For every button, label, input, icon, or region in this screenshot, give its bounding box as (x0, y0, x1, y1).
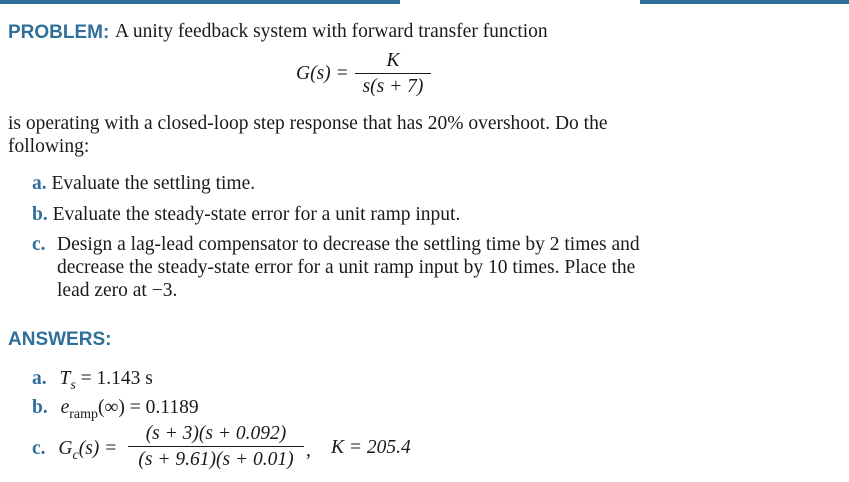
problem-intro: A unity feedback system with forward transfer function (115, 21, 548, 42)
compensator-fraction (128, 423, 304, 471)
item-c-marker: c. (32, 234, 46, 255)
plant-lhs: G(s) = (296, 63, 349, 84)
item-c-line1: Design a lag-lead compensator to decrease the settling time by 2 times and (57, 234, 640, 255)
answer-c-arg: (s) = (78, 438, 118, 459)
problem-heading: PROBLEM: (8, 22, 110, 43)
item-a-text: Evaluate the settling time. (51, 173, 256, 194)
compensator-fraction-bar (128, 446, 304, 447)
answer-c-separator: , (306, 440, 311, 461)
answer-b-marker: b. (32, 397, 48, 418)
plant-fraction (355, 50, 431, 98)
plant-numerator: K (386, 50, 400, 71)
answer-a-marker: a. (32, 368, 47, 389)
answer-a (32, 367, 153, 397)
plant-denominator: s(s + 7) (362, 76, 424, 97)
item-c-line3: lead zero at −3. (57, 280, 178, 301)
answer-c-marker: c. (32, 438, 46, 459)
item-b (32, 203, 460, 226)
answer-b-value: (∞) = 0.1189 (98, 397, 199, 418)
problem-statement-line2: following: (8, 136, 90, 157)
problem-statement-line1: is operating with a closed-loop step response that has 20% overshoot. Do the (8, 113, 608, 134)
answer-c-symbol: G (58, 438, 73, 459)
compensator-denominator: (s + 9.61)(s + 0.01) (138, 449, 294, 470)
answer-c-left (32, 437, 117, 467)
top-rule-left (0, 0, 400, 4)
answer-c-subscript: c (72, 448, 79, 463)
answer-b (32, 396, 199, 426)
answers-heading: ANSWERS: (8, 329, 112, 350)
plant-fraction-bar (355, 73, 431, 74)
item-c-marker-row (32, 233, 46, 256)
answer-a-subscript: s (70, 378, 76, 393)
item-a-marker: a. (32, 173, 47, 194)
item-b-marker: b. (32, 204, 48, 225)
top-rule-right (640, 0, 849, 4)
answer-c-gain: K = 205.4 (331, 437, 411, 458)
item-a (32, 172, 255, 195)
answer-a-value: = 1.143 s (80, 368, 153, 389)
item-b-text: Evaluate the steady-state error for a unit ramp input. (52, 204, 461, 225)
answer-b-subscript: ramp (69, 407, 99, 422)
item-c-line2: decrease the steady-state error for a unit ramp input by 10 times. Place the (57, 257, 636, 278)
compensator-numerator: (s + 3)(s + 0.092) (145, 423, 287, 444)
answer-a-symbol: T (59, 368, 71, 389)
answer-b-symbol: e (60, 397, 70, 418)
